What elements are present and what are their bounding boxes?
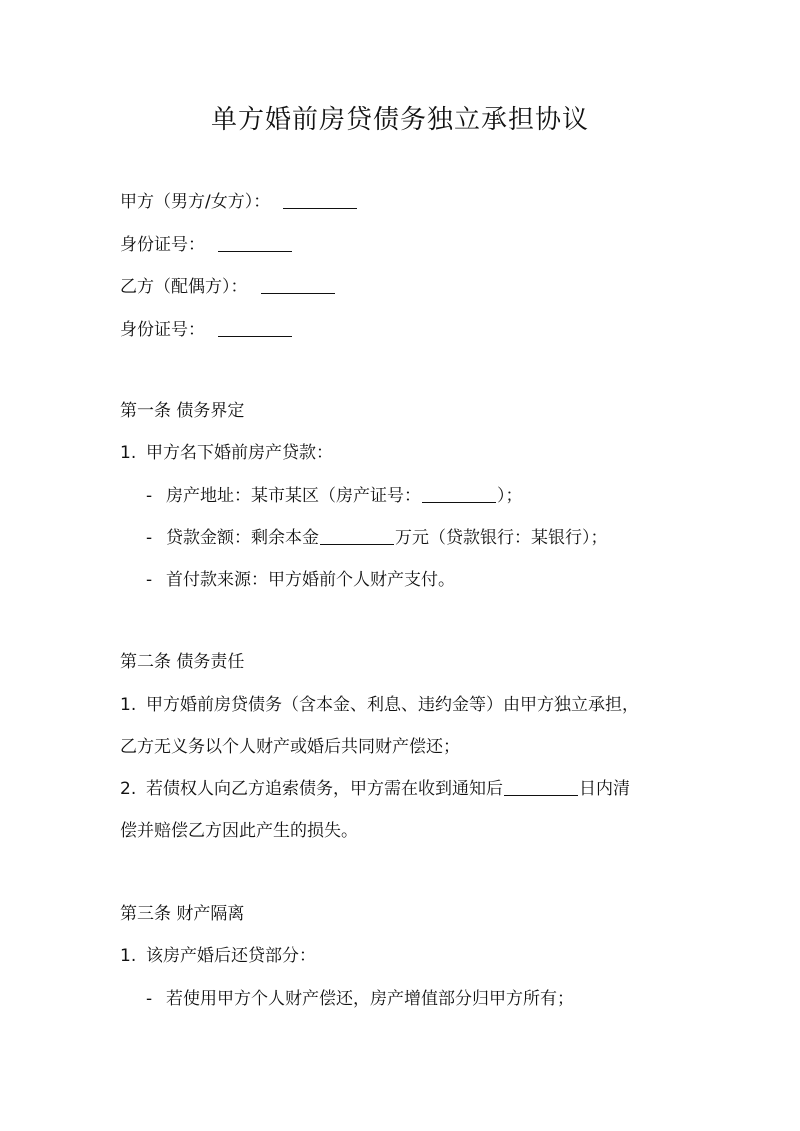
article2-item2-post: 日内清: [579, 779, 630, 799]
party-a-line: [120, 189, 358, 215]
article2-item2-number: 2.: [120, 779, 137, 799]
party-b-label: 乙方（配偶方）：: [120, 277, 248, 297]
party-a-blank: [283, 190, 357, 209]
article1-bullet3: [146, 567, 455, 593]
party-a-id-blank: [218, 233, 292, 252]
article3-item1-text: 该房产婚后还贷部分：: [146, 946, 316, 966]
article3-heading: 第三条 财产隔离: [120, 904, 245, 924]
article1-heading: 第一条 债务界定: [120, 401, 245, 421]
article2-item2-line1: [120, 776, 630, 802]
days-blank: [504, 777, 578, 796]
article2-item2-line2: 偿并赔偿乙方因此产生的损失。: [120, 821, 358, 841]
party-b-line: [120, 274, 336, 300]
party-a-id-label: 身份证号：: [120, 235, 205, 255]
article3-bullet1: [146, 986, 574, 1012]
article3-bullet1-text: 若使用甲方个人财产偿还，房产增值部分归甲方所有；: [166, 989, 574, 1009]
party-b-id-line: [120, 317, 293, 343]
article1-bullet2-pre: 贷款金额：剩余本金: [166, 528, 319, 548]
article1-bullet2-post: 万元（贷款银行：某银行）；: [395, 528, 608, 548]
document-title: 单方婚前房贷债务独立承担协议: [210, 105, 589, 135]
article2-item1-line2: 乙方无义务以个人财产或婚后共同财产偿还；: [120, 737, 460, 757]
article1-bullet2: [146, 525, 608, 551]
article2-item1-text: 甲方婚前房贷债务（含本金、利息、违约金等）由甲方独立承担，: [146, 695, 639, 715]
article1-bullet1: [146, 483, 523, 509]
bullet-mark: -: [146, 528, 153, 548]
party-a-label: 甲方（男方/女方）：: [120, 192, 271, 212]
article2-heading: 第二条 债务责任: [120, 652, 245, 672]
bullet-mark: -: [146, 989, 153, 1009]
article2-item1-number: 1.: [120, 695, 137, 715]
loan-amount-blank: [320, 526, 394, 545]
article1-bullet1-post: ）；: [497, 486, 523, 506]
bullet-mark: -: [146, 486, 153, 506]
party-b-id-blank: [218, 318, 292, 337]
article2-item1-line1: [120, 692, 639, 718]
party-a-id-line: [120, 232, 293, 258]
article1-bullet1-pre: 房产地址：某市某区（房产证号：: [166, 486, 421, 506]
article2-item2-pre: 若债权人向乙方追索债务，甲方需在收到通知后: [146, 779, 503, 799]
article1-item1-number: 1.: [120, 443, 137, 463]
party-b-blank: [261, 275, 335, 294]
party-b-id-label: 身份证号：: [120, 320, 205, 340]
article3-item1-number: 1.: [120, 946, 137, 966]
article1-item1: [120, 440, 333, 466]
property-cert-blank: [422, 484, 496, 503]
article3-item1: [120, 943, 316, 969]
article1-item1-text: 甲方名下婚前房产贷款：: [146, 443, 333, 463]
article1-bullet3-text: 首付款来源：甲方婚前个人财产支付。: [166, 570, 455, 590]
bullet-mark: -: [146, 570, 153, 590]
